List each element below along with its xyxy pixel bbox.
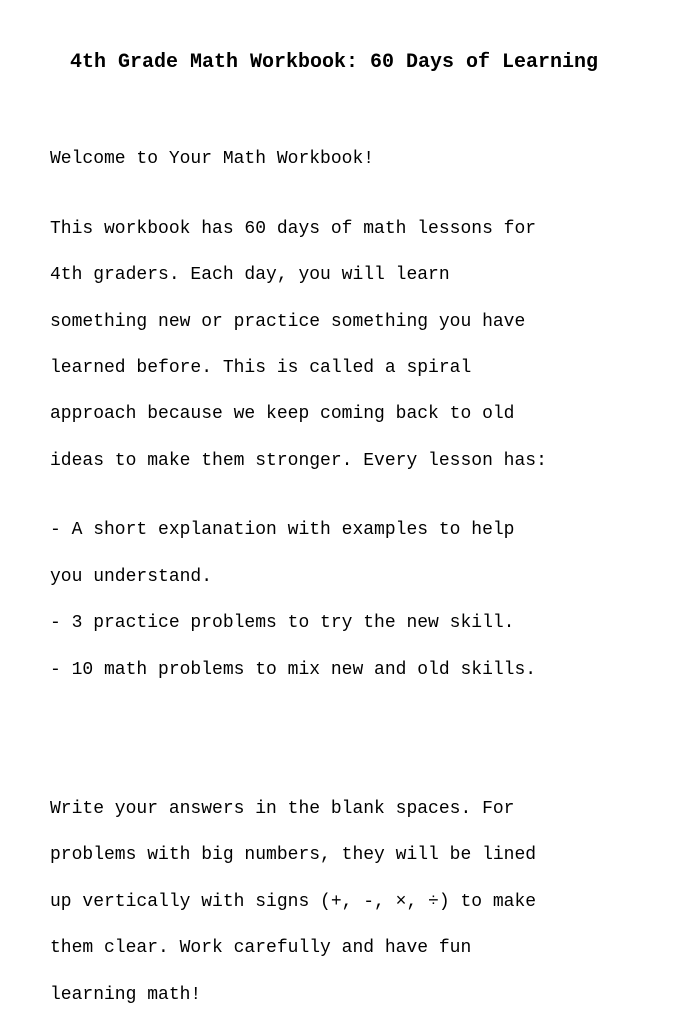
workbook-intro-text — [50, 125, 650, 1030]
lesson-bullet: - A short explanation with examples to help — [50, 520, 515, 541]
closing-line: Write your answers in the blank spaces. For — [50, 798, 515, 819]
intro-line: something new or practice something you have — [50, 311, 526, 332]
lesson-bullet: - 3 practice problems to try the new skill. — [50, 613, 515, 634]
welcome-heading: Welcome to Your Math Workbook! — [50, 149, 375, 170]
intro-line: This workbook has 60 days of math lessons for — [50, 218, 537, 239]
closing-line: problems with big numbers, they will be lined — [50, 845, 537, 866]
paragraph-spacer — [50, 728, 650, 751]
closing-line: learning math! — [50, 984, 202, 1005]
closing-line: them clear. Work carefully and have fun — [50, 938, 472, 959]
lesson-bullet: - 10 math problems to mix new and old skills. — [50, 659, 537, 680]
closing-line: up vertically with signs (+, -, ×, ÷) to make — [50, 891, 537, 912]
page-title: 4th Grade Math Workbook: 60 Days of Learning — [69, 51, 599, 74]
intro-line: 4th graders. Each day, you will learn — [50, 265, 450, 286]
intro-line: learned before. This is called a spiral — [50, 358, 472, 379]
intro-line: approach because we keep coming back to old — [50, 404, 515, 425]
lesson-bullet: you understand. — [50, 566, 213, 587]
intro-line: ideas to make them stronger. Every lesson has: — [50, 450, 547, 471]
